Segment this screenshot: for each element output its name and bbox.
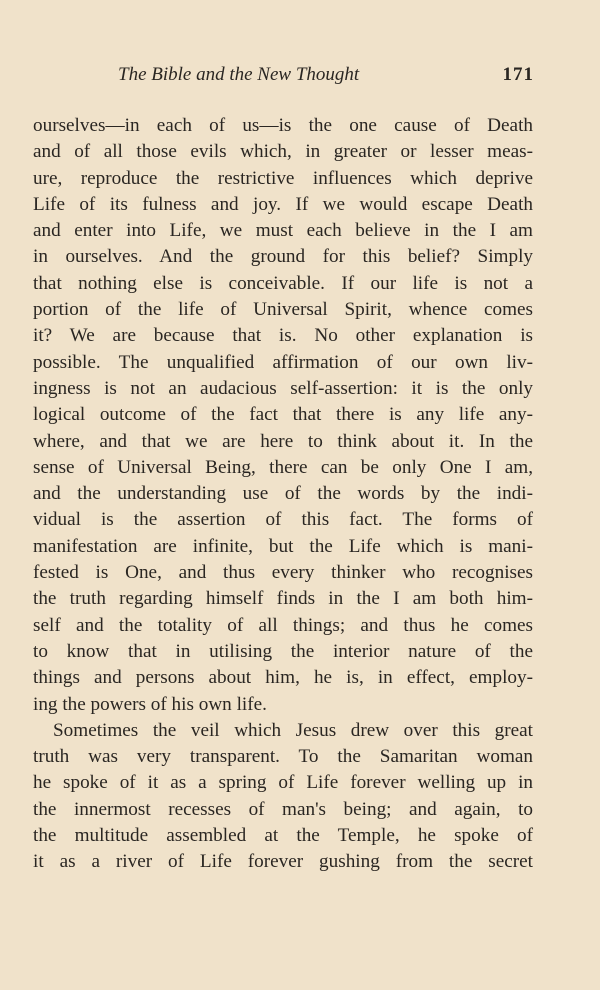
text-line: fested is One, and thus every thinker who recognises bbox=[33, 562, 533, 584]
text-line: and enter into Life, we must each believe in the I am bbox=[33, 220, 533, 242]
text-line: ure, reproduce the restrictive influences which deprive bbox=[33, 167, 533, 189]
text-line: manifestation are infinite, but the Life which is mani- bbox=[33, 535, 533, 557]
text-line: Life of its fulness and joy. If we would escape Death bbox=[33, 193, 533, 215]
running-title: The Bible and the New Thought bbox=[118, 64, 360, 85]
text-line: ingness is not an audacious self-assertion: it is the only bbox=[33, 377, 533, 399]
text-line: the multitude assembled at the Temple, he spoke of bbox=[33, 825, 533, 847]
running-header bbox=[118, 64, 534, 92]
text-line: it? We are because that is. No other explanation is bbox=[33, 325, 533, 347]
text-line: the innermost recesses of man's being; and again, to bbox=[33, 798, 533, 820]
text-line: vidual is the assertion of this fact. The forms of bbox=[33, 509, 533, 531]
text-line: truth was very transparent. To the Samaritan woman bbox=[33, 746, 533, 768]
text-line: it as a river of Life forever gushing from the secret bbox=[33, 851, 533, 873]
text-line: the truth regarding himself finds in the I am both him- bbox=[33, 588, 533, 610]
text-line: logical outcome of the fact that there is any life any- bbox=[33, 404, 533, 426]
page-number: 171 bbox=[502, 64, 534, 85]
body-text bbox=[33, 113, 533, 876]
text-line: he spoke of it as a spring of Life forever welling up in bbox=[33, 772, 533, 794]
text-line: Sometimes the veil which Jesus drew over this great bbox=[53, 719, 533, 741]
text-line: sense of Universal Being, there can be only One I am, bbox=[33, 456, 533, 478]
text-line: to know that in utilising the interior nature of the bbox=[33, 640, 533, 662]
text-line: possible. The unqualified affirmation of our own liv- bbox=[33, 351, 533, 373]
text-line: things and persons about him, he is, in effect, employ- bbox=[33, 667, 533, 689]
paragraph bbox=[33, 718, 533, 876]
text-line: that nothing else is conceivable. If our life is not a bbox=[33, 272, 533, 294]
text-line: and the understanding use of the words by the indi- bbox=[33, 483, 533, 505]
text-line: ing the powers of his own life. bbox=[33, 693, 267, 715]
text-line: ourselves—in each of us—is the one cause of Death bbox=[33, 115, 533, 136]
paragraph bbox=[33, 113, 533, 718]
text-line: in ourselves. And the ground for this belief? Simply bbox=[33, 246, 533, 268]
text-line: and of all those evils which, in greater or lesser meas- bbox=[33, 141, 533, 163]
text-line: where, and that we are here to think about it. In the bbox=[33, 430, 533, 452]
text-line: self and the totality of all things; and thus he comes bbox=[33, 614, 533, 636]
text-line: portion of the life of Universal Spirit, whence comes bbox=[33, 299, 533, 321]
